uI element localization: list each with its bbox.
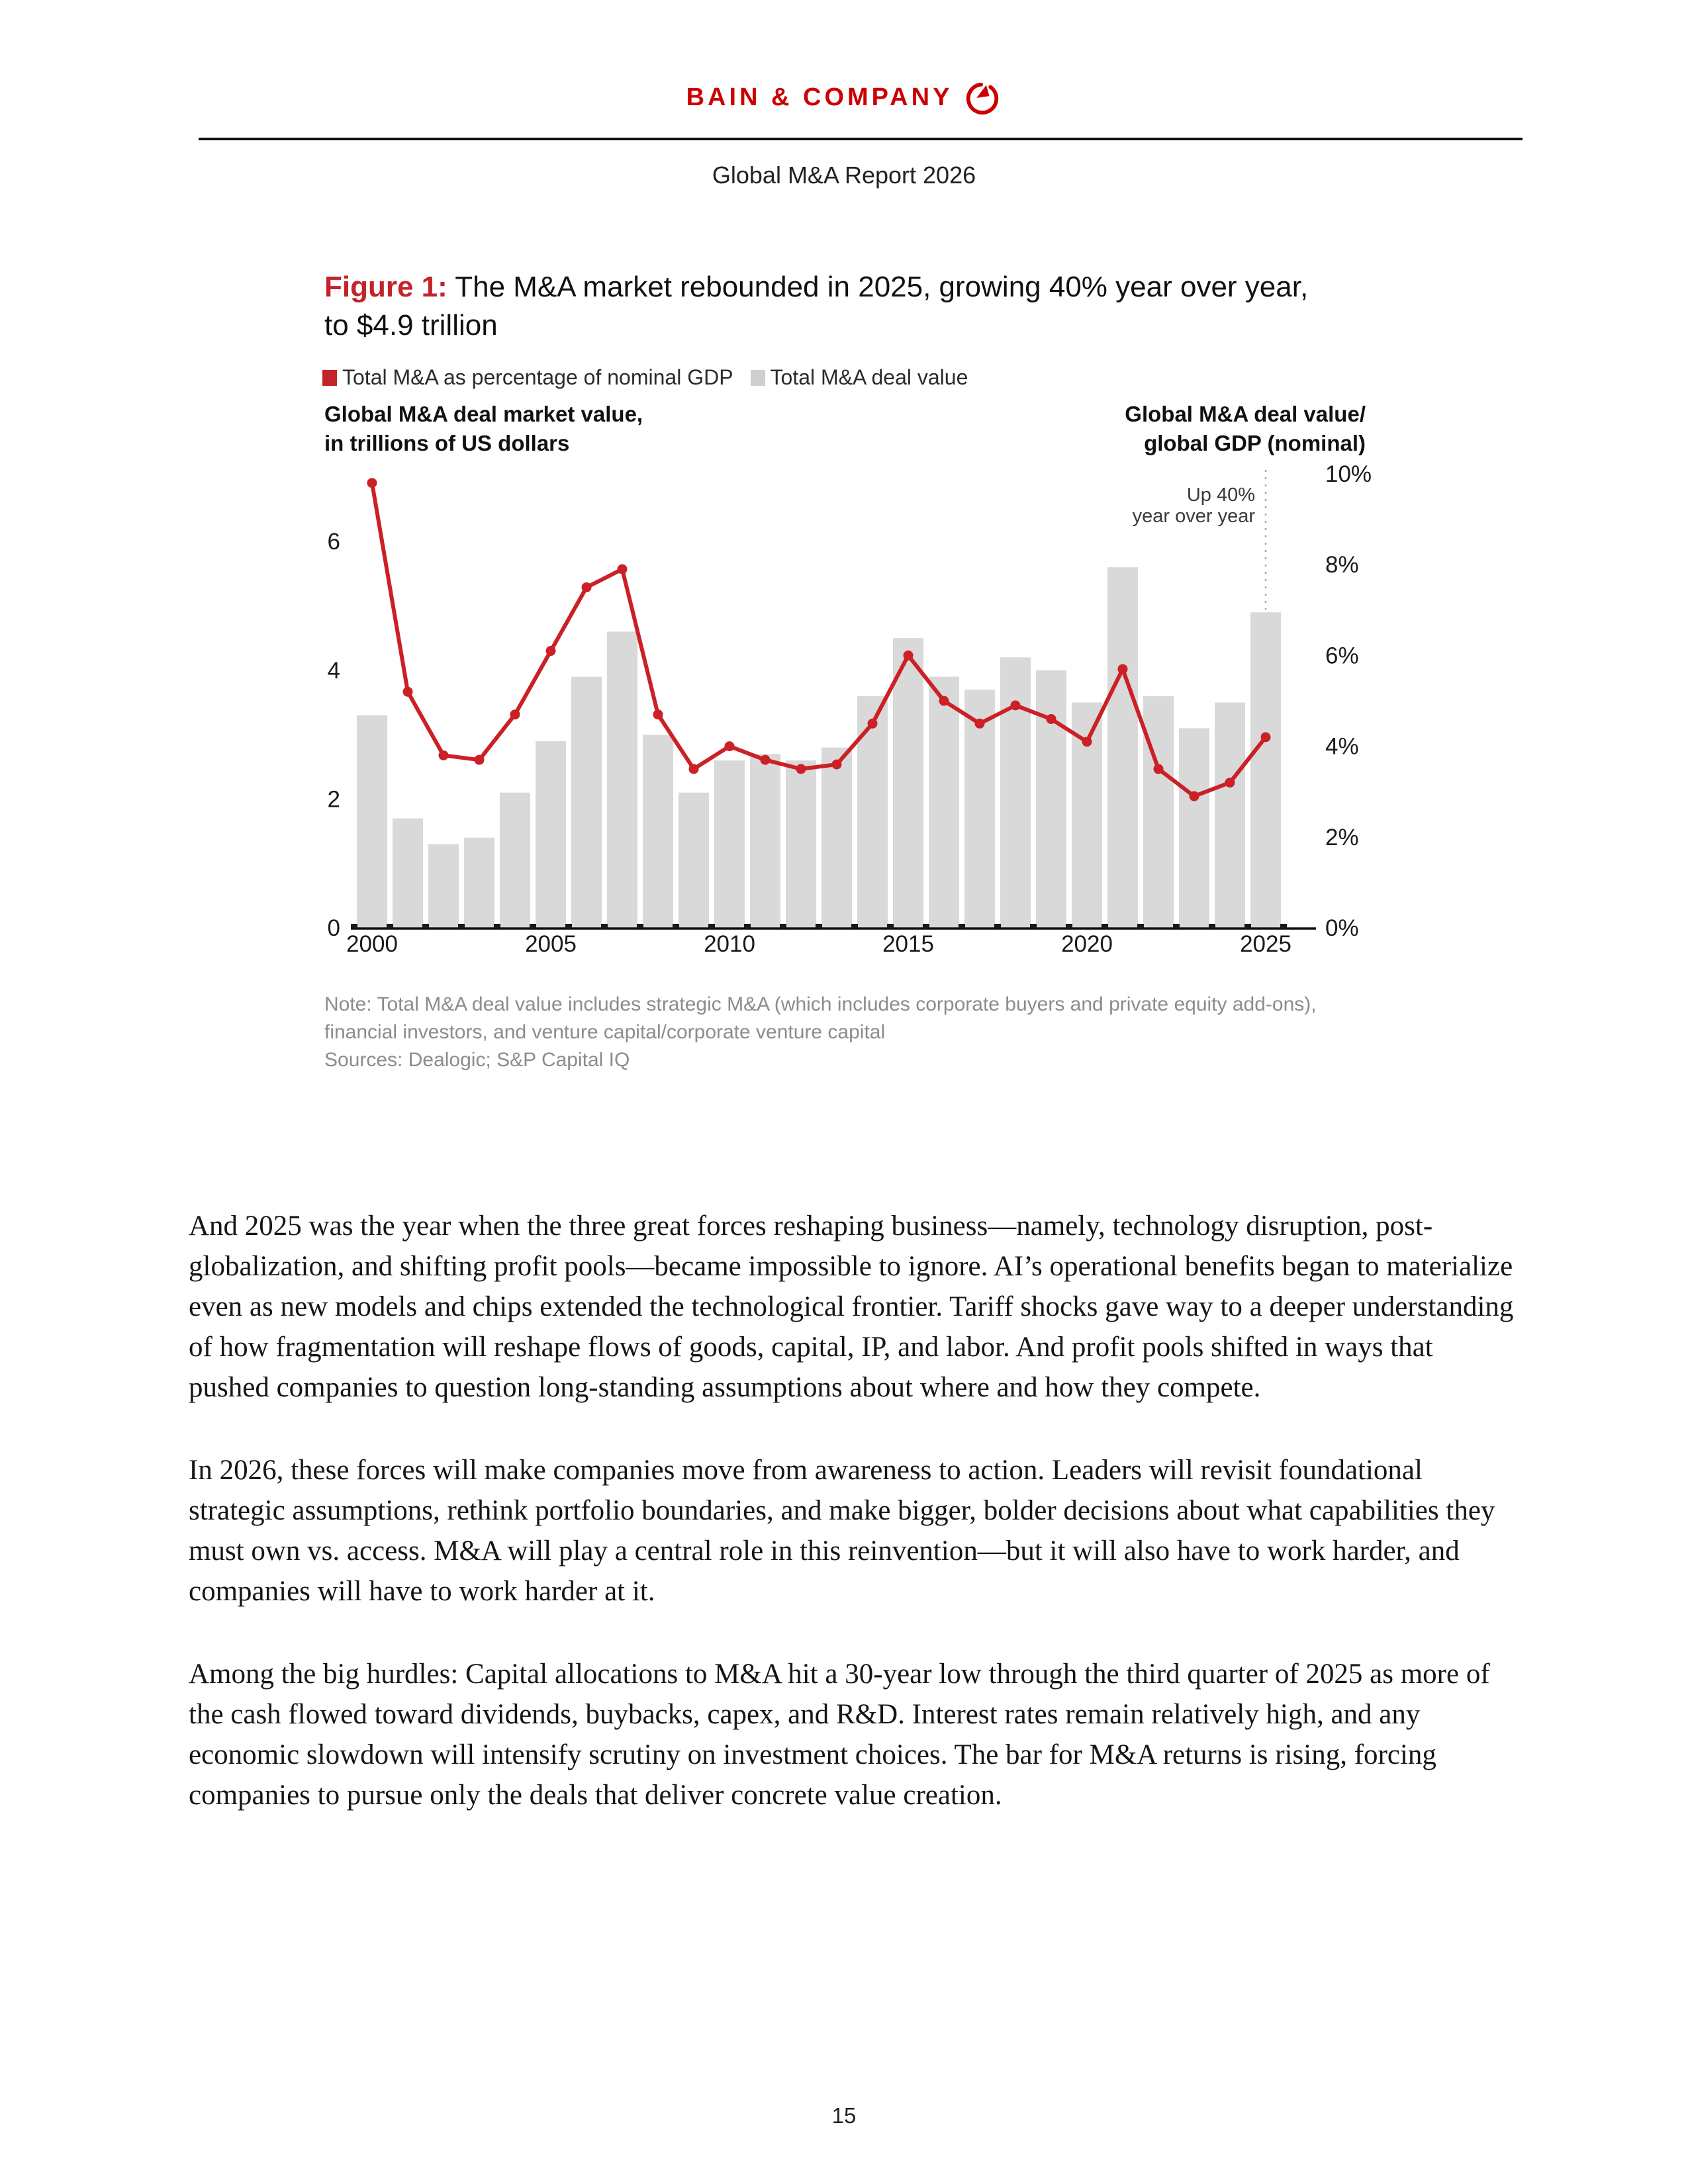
bar-2022 xyxy=(1143,696,1174,928)
point-2012 xyxy=(796,764,806,774)
axis-tick xyxy=(530,924,536,929)
bar-2015 xyxy=(893,638,923,928)
axis-tick xyxy=(1209,924,1215,929)
x-axis-label-2025: 2025 xyxy=(1240,931,1291,957)
point-2025 xyxy=(1261,732,1271,742)
annotation-line1: Up 40% xyxy=(1186,484,1255,506)
axis-tick xyxy=(923,924,929,929)
axis-tick xyxy=(387,924,393,929)
figure-title-line2: to $4.9 trillion xyxy=(324,309,498,341)
point-2011 xyxy=(761,755,771,765)
point-2018 xyxy=(1011,700,1021,710)
point-2021 xyxy=(1118,664,1128,674)
bar-2011 xyxy=(750,754,780,928)
bar-2019 xyxy=(1036,670,1066,928)
legend-label: Total M&A deal value xyxy=(770,365,968,389)
chart-legend xyxy=(322,365,968,390)
axis-tick xyxy=(1066,924,1072,929)
figure-title-line1 xyxy=(324,268,1370,306)
x-axis-label-2015: 2015 xyxy=(882,931,934,957)
point-2006 xyxy=(582,582,592,592)
axis-tick xyxy=(994,924,1001,929)
legend-swatch-red xyxy=(322,370,337,386)
bar-2018 xyxy=(1000,657,1031,928)
header-divider xyxy=(199,138,1523,140)
x-axis-label-2000: 2000 xyxy=(346,931,398,957)
bar-2016 xyxy=(929,677,959,928)
x-axis-label-2020: 2020 xyxy=(1061,931,1113,957)
axis-tick xyxy=(887,924,894,929)
axis-tick xyxy=(422,924,429,929)
bar-2013 xyxy=(821,748,852,928)
legend-swatch-gray xyxy=(751,370,765,386)
body-text xyxy=(189,1206,1519,1858)
x-axis-label-2010: 2010 xyxy=(704,931,755,957)
point-2024 xyxy=(1225,778,1235,788)
axis-tick xyxy=(565,924,572,929)
report-title: Global M&A Report 2026 xyxy=(712,161,976,189)
axis-tick xyxy=(1137,924,1144,929)
bar-2002 xyxy=(428,844,459,928)
axis-tick xyxy=(959,924,965,929)
left-axis-label-2: 2 xyxy=(327,786,340,813)
bar-2023 xyxy=(1179,728,1209,928)
ma-bar-line-chart xyxy=(285,417,1410,979)
bar-2001 xyxy=(393,819,423,928)
axis-tick xyxy=(1030,924,1037,929)
axis-tick xyxy=(673,924,679,929)
right-axis-label-0: 0% xyxy=(1325,915,1359,941)
figure-title-text: The M&A market rebounded in 2025, growing 40% year over year, xyxy=(447,271,1309,303)
point-2019 xyxy=(1047,714,1056,724)
axis-tick xyxy=(780,924,786,929)
figure-title xyxy=(324,268,1370,345)
company-logo xyxy=(0,78,1688,116)
axis-tick xyxy=(851,924,858,929)
annotation-line2: year over year xyxy=(1132,506,1255,527)
x-axis-label-2005: 2005 xyxy=(525,931,577,957)
note-line1: Note: Total M&A deal value includes strategic M&A (which includes corporate buyers and private equity add-ons), xyxy=(324,993,1317,1015)
point-2014 xyxy=(868,719,878,729)
axis-tick xyxy=(1173,924,1180,929)
point-2000 xyxy=(367,478,377,488)
point-2017 xyxy=(975,719,985,729)
point-2007 xyxy=(618,565,628,574)
axis-tick xyxy=(744,924,751,929)
legend-item-deal-value xyxy=(751,365,968,390)
axis-tick xyxy=(708,924,715,929)
point-2020 xyxy=(1082,737,1092,747)
axis-tick xyxy=(351,924,357,929)
bar-2014 xyxy=(857,696,888,928)
axis-tick xyxy=(1244,924,1251,929)
left-axis-label-6: 6 xyxy=(327,529,340,555)
point-2002 xyxy=(439,751,449,760)
point-2005 xyxy=(546,646,556,656)
body-paragraph: And 2025 was the year when the three great forces reshaping business—namely, technology disruption, post-globalization, and shifting profit pools—became impossible to ignore. AI’s operational benefits began to materialize even as new models and chips extended the technological frontier. Tariff shocks gave way to a deeper understanding of how fragmentation will reshape flows of goods, capital, IP, and labor. And profit pools shifted in ways that pushed companies to question long-standing assumptions about where and how they compete. xyxy=(189,1210,1514,1403)
point-2016 xyxy=(939,696,949,706)
right-axis-label-2: 2% xyxy=(1325,824,1359,850)
point-2001 xyxy=(403,687,413,697)
right-axis-title-line2: global GDP (nominal) xyxy=(1144,431,1366,455)
right-axis-label-10: 10% xyxy=(1325,461,1372,487)
axis-tick xyxy=(637,924,643,929)
bar-2024 xyxy=(1215,702,1245,928)
point-2015 xyxy=(904,651,914,660)
right-axis-label-6: 6% xyxy=(1325,643,1359,669)
body-paragraph: In 2026, these forces will make companies move from awareness to action. Leaders will revisit foundational strategic assumptions, rethink portfolio boundaries, and make bigger, bolder decisions about what capabilities they must own vs. access. M&A will play a central role in this reinvention—but it will also have to work harder, and companies will have to work harder at it. xyxy=(189,1455,1495,1607)
bar-2004 xyxy=(500,793,530,928)
legend-label: Total M&A as percentage of nominal GDP xyxy=(342,365,733,389)
bar-2008 xyxy=(643,735,673,928)
axis-tick xyxy=(1102,924,1108,929)
company-logo-text: BAIN & COMPANY xyxy=(686,83,953,111)
axis-tick xyxy=(816,924,822,929)
body-paragraph: Among the big hurdles: Capital allocations to M&A hit a 30-year low through the third quarter of 2025 as more of the cash flowed toward dividends, buybacks, capex, and R&D. Interest rates remain relatively high, and any economic slowdown will intensify scrutiny on investment choices. The bar for M&A returns is rising, forcing companies to pursue only the deals that deliver concrete value creation. xyxy=(189,1659,1490,1811)
legend-item-percent-gdp xyxy=(322,365,733,390)
right-axis-label-8: 8% xyxy=(1325,552,1359,578)
bar-2009 xyxy=(679,793,709,928)
note-sources: Sources: Dealogic; S&P Capital IQ xyxy=(324,1049,630,1071)
bar-2010 xyxy=(714,760,745,928)
bar-2003 xyxy=(464,838,494,928)
axis-tick xyxy=(601,924,608,929)
figure-label: Figure 1: xyxy=(324,271,447,303)
left-axis-title-line2: in trillions of US dollars xyxy=(324,431,570,455)
left-axis-title-line1: Global M&A deal market value, xyxy=(324,402,643,426)
right-axis-label-4: 4% xyxy=(1325,733,1359,760)
point-2023 xyxy=(1190,792,1199,801)
note-line2: financial investors, and venture capital/corporate venture capital xyxy=(324,1021,886,1043)
axis-tick xyxy=(494,924,500,929)
bar-2021 xyxy=(1107,567,1138,928)
figure-note xyxy=(324,991,1317,1074)
point-2004 xyxy=(510,709,520,719)
point-2022 xyxy=(1154,764,1164,774)
bar-2007 xyxy=(607,631,637,928)
axis-tick xyxy=(458,924,465,929)
axis-tick xyxy=(1280,924,1287,929)
bar-2000 xyxy=(357,715,387,928)
left-axis-label-0: 0 xyxy=(327,915,340,941)
bar-2005 xyxy=(536,741,566,928)
bar-2006 xyxy=(571,677,602,928)
right-axis-title-line1: Global M&A deal value/ xyxy=(1125,402,1366,426)
page-number: 15 xyxy=(831,2103,857,2128)
bar-2012 xyxy=(786,760,816,928)
point-2009 xyxy=(689,764,699,774)
point-2003 xyxy=(475,755,485,765)
point-2010 xyxy=(725,741,735,751)
compass-logo-icon xyxy=(963,78,1002,116)
bar-2025 xyxy=(1250,612,1281,928)
point-2008 xyxy=(653,709,663,719)
point-2013 xyxy=(832,760,842,770)
left-axis-label-4: 4 xyxy=(327,657,340,684)
